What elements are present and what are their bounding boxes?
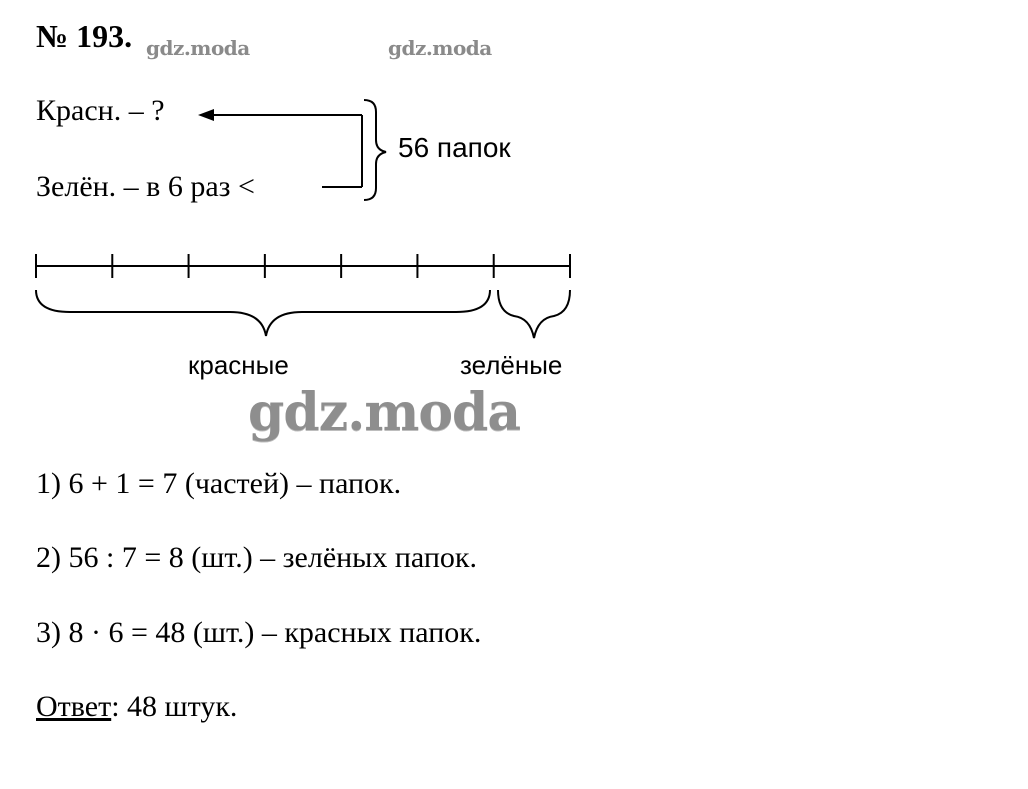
answer-value: : 48 штук. <box>111 690 238 723</box>
green-brace <box>498 290 570 338</box>
condition-red-line: Красн. – ? <box>36 94 165 127</box>
green-label: зелёные <box>460 350 563 380</box>
solution-step: 2) 56 : 7 = 8 (шт.) – зелёных папок. <box>36 541 477 574</box>
red-label: красные <box>188 350 289 380</box>
watermark-small-left: gdz.moda <box>146 36 250 60</box>
total-brace <box>364 100 386 200</box>
red-brace <box>36 290 490 336</box>
comparison-arrow <box>198 109 362 187</box>
watermark-large: gdz.moda <box>248 382 521 443</box>
solution-step: 1) 6 + 1 = 7 (частей) – папок. <box>36 467 402 500</box>
answer <box>36 690 237 724</box>
watermark-small-right: gdz.moda <box>388 36 492 60</box>
condition-total: 56 папок <box>398 132 511 163</box>
problem-number: № 193. <box>36 18 133 54</box>
solution-step: 3) 8 · 6 = 48 (шт.) – красных папок. <box>36 616 482 649</box>
answer-label: Ответ <box>36 690 112 723</box>
condition-green-line: Зелён. – в 6 раз < <box>36 170 255 203</box>
